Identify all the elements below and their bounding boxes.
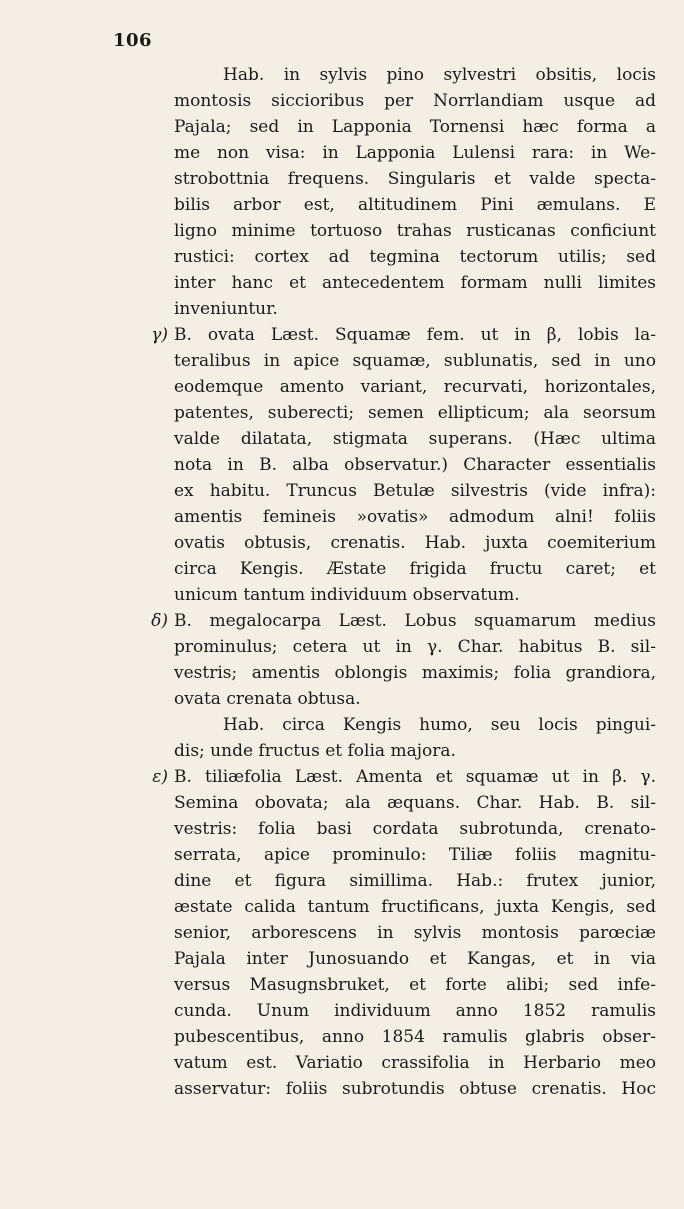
text-line: prominulus; cetera ut in γ. Char. habitus B. sil- (174, 637, 656, 657)
text-line: montosis siccioribus per Norrlandiam usque ad (174, 91, 656, 111)
text-line: cunda. Unum individuum anno 1852 ramulis (174, 1001, 656, 1021)
text-line: inveniuntur. (174, 299, 278, 319)
text-line: B. megalocarpa Læst. Lobus squamarum medius (174, 611, 656, 631)
text-line: unicum tantum individuum observatum. (174, 585, 520, 605)
text-line: strobottnia frequens. Singularis et valde specta- (174, 169, 656, 189)
text-line: versus Masugnsbruket, et forte alibi; sed infe- (174, 975, 656, 995)
text-line: ovatis obtusis, crenatis. Hab. juxta coemiterium (174, 533, 656, 553)
text-line: ovata crenata obtusa. (174, 689, 361, 709)
text-line: Pajala; sed in Lapponia Tornensi hæc forma a (174, 117, 656, 137)
variety-marker-delta: δ) (151, 611, 168, 631)
text-line: dine et figura simillima. Hab.: frutex junior, (174, 871, 656, 891)
text-line: æstate calida tantum fructificans, juxta Kengis, sed (174, 897, 656, 917)
text-line: senior, arborescens in sylvis montosis parœciæ (174, 923, 656, 943)
text-line: patentes, suberecti; semen ellipticum; ala seorsum (174, 403, 656, 423)
variety-marker-gamma: γ) (151, 325, 168, 345)
text-line: vestris; amentis oblongis maximis; folia grandiora, (174, 663, 656, 683)
text-line: Semina obovata; ala æquans. Char. Hab. B. sil- (174, 793, 656, 813)
text-line: serrata, apice prominulo: Tiliæ foliis magnitu- (174, 845, 656, 865)
text-line: eodemque amento variant, recurvati, horizontales, (174, 377, 656, 397)
text-line: pubescentibus, anno 1854 ramulis glabris obser- (174, 1027, 656, 1047)
text-line: bilis arbor est, altitudinem Pini æmulans. E (174, 195, 656, 215)
text-line: amentis femineis »ovatis» admodum alni! foliis (174, 507, 656, 527)
text-line: asservatur: foliis subrotundis obtuse crenatis. Hoc (174, 1079, 656, 1099)
text-line: Hab. circa Kengis humo, seu locis pingui- (223, 715, 656, 735)
page-number: 106 (113, 30, 153, 51)
text-line: circa Kengis. Æstate frigida fructu caret; et (174, 559, 656, 579)
text-line: vatum est. Variatio crassifolia in Herbario meo (174, 1053, 656, 1073)
text-line: vestris: folia basi cordata subrotunda, crenato- (174, 819, 656, 839)
text-line: dis; unde fructus et folia majora. (174, 741, 456, 761)
text-line: valde dilatata, stigmata superans. (Hæc ultima (174, 429, 656, 449)
text-line: Pajala inter Junosuando et Kangas, et in via (174, 949, 656, 969)
text-line: teralibus in apice squamæ, sublunatis, sed in uno (174, 351, 656, 371)
text-line: B. ovata Læst. Squamæ fem. ut in β, lobis la- (174, 325, 656, 345)
text-line: ex habitu. Truncus Betulæ silvestris (vide infra): (174, 481, 656, 501)
text-line: me non visa: in Lapponia Lulensi rara: in We- (174, 143, 656, 163)
text-line: ligno minime tortuoso trahas rusticanas conficiunt (174, 221, 656, 241)
text-line: B. tiliæfolia Læst. Amenta et squamæ ut in β. γ. (174, 767, 656, 787)
text-line: Hab. in sylvis pino sylvestri obsitis, locis (223, 65, 656, 85)
variety-marker-epsilon: ε) (152, 767, 168, 787)
text-line: rustici: cortex ad tegmina tectorum utilis; sed (174, 247, 656, 267)
text-line: nota in B. alba observatur.) Character essentialis (174, 455, 656, 475)
text-line: inter hanc et antecedentem formam nulli limites (174, 273, 656, 293)
